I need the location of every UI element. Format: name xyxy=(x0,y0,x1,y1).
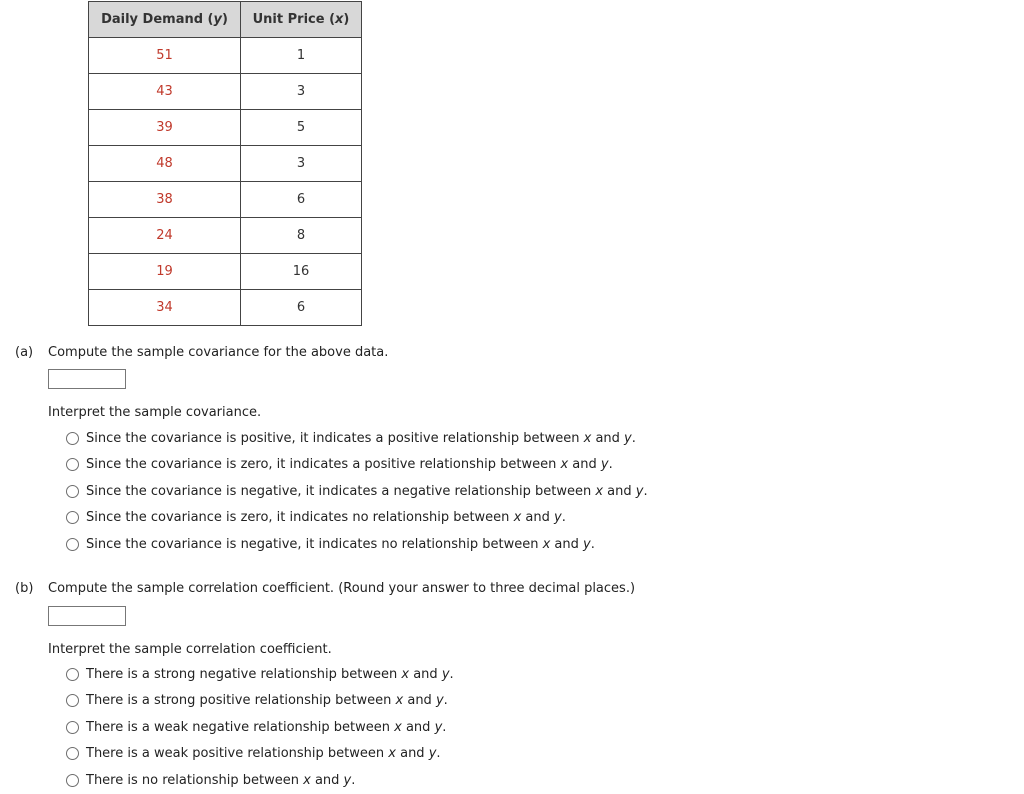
option-text-and: and xyxy=(401,719,435,735)
part-b-letter: (b) xyxy=(15,581,34,596)
header-y-var: y xyxy=(213,12,222,27)
part-a-letter: (a) xyxy=(15,345,34,360)
option-text xyxy=(86,772,355,790)
correlation-option[interactable] xyxy=(66,692,454,718)
option-text xyxy=(86,719,446,737)
header-y-label: Daily Demand ( xyxy=(101,12,214,27)
covariance-input[interactable] xyxy=(48,369,126,389)
option-text xyxy=(86,430,636,448)
option-var-x: x xyxy=(394,719,402,735)
header-daily-demand xyxy=(89,2,241,38)
option-text-and: and xyxy=(310,772,344,788)
radio-button[interactable] xyxy=(66,668,79,681)
option-text-and: and xyxy=(521,510,554,526)
option-text-main: There is a strong negative relationship between xyxy=(86,667,402,682)
option-text-main: There is a strong positive relationship between xyxy=(86,693,396,709)
table-row xyxy=(89,146,362,182)
option-text-and: and xyxy=(568,457,601,473)
covariance-option[interactable] xyxy=(66,430,648,456)
radio-button[interactable] xyxy=(66,485,79,498)
option-text-main: Since the covariance is zero, it indicates no relationship between xyxy=(86,510,514,526)
option-text-main: There is no relationship between xyxy=(86,772,304,788)
option-var-y: y xyxy=(435,693,444,709)
part-b-header xyxy=(15,580,1005,598)
demand-cell: 51 xyxy=(89,38,241,74)
option-var-x: x xyxy=(595,483,604,499)
option-text xyxy=(86,483,648,501)
option-var-x: x xyxy=(401,667,410,682)
price-cell: 5 xyxy=(241,110,362,146)
option-var-y: y xyxy=(600,457,609,473)
table-header-row xyxy=(89,2,362,38)
part-a-interpret-label: Interpret the sample covariance. xyxy=(48,405,262,420)
covariance-options xyxy=(66,430,648,562)
covariance-option[interactable] xyxy=(66,509,648,535)
price-cell: 6 xyxy=(241,290,362,326)
option-var-x: x xyxy=(388,746,396,762)
option-var-x: x xyxy=(542,536,551,552)
option-text-end: . xyxy=(631,431,636,446)
correlation-option[interactable] xyxy=(66,745,454,771)
option-text xyxy=(86,509,566,527)
option-text-main: Since the covariance is positive, it indicates a positive relationship between xyxy=(86,431,584,446)
table-row xyxy=(89,218,362,254)
radio-button[interactable] xyxy=(66,511,79,524)
header-y-close: ) xyxy=(221,12,228,27)
price-cell: 16 xyxy=(241,254,362,290)
option-text-and: and xyxy=(591,431,625,446)
part-b-interpret-label: Interpret the sample correlation coefficient. xyxy=(48,642,332,657)
option-text xyxy=(86,692,448,710)
option-text-end: . xyxy=(351,772,356,788)
option-text xyxy=(86,456,613,474)
demand-cell: 19 xyxy=(89,254,241,290)
option-var-x: x xyxy=(560,457,569,473)
correlation-input[interactable] xyxy=(48,606,126,626)
option-var-y: y xyxy=(635,483,644,499)
correlation-option[interactable] xyxy=(66,719,454,745)
option-text-and: and xyxy=(603,483,636,499)
part-a-prompt: Compute the sample covariance for the above data. xyxy=(48,345,389,360)
demand-cell: 38 xyxy=(89,182,241,218)
part-a xyxy=(15,344,1005,552)
option-text-end: . xyxy=(561,510,566,526)
radio-button[interactable] xyxy=(66,432,79,445)
option-text-and: and xyxy=(409,667,442,682)
covariance-option[interactable] xyxy=(66,483,648,509)
radio-button[interactable] xyxy=(66,458,79,471)
option-var-y: y xyxy=(583,536,591,552)
part-b xyxy=(15,580,1005,788)
correlation-option[interactable] xyxy=(66,666,454,692)
covariance-option[interactable] xyxy=(66,456,648,482)
radio-button[interactable] xyxy=(66,721,79,734)
radio-button[interactable] xyxy=(66,747,79,760)
option-var-x: x xyxy=(583,431,592,446)
demand-cell: 24 xyxy=(89,218,241,254)
option-var-y: y xyxy=(434,719,443,735)
part-a-header xyxy=(15,344,1005,362)
option-var-y: y xyxy=(428,746,437,762)
option-var-y: y xyxy=(554,510,562,526)
radio-button[interactable] xyxy=(66,538,79,551)
option-var-x: x xyxy=(513,510,522,526)
option-text-main: Since the covariance is zero, it indicates a positive relationship between xyxy=(86,457,561,473)
radio-button[interactable] xyxy=(66,694,79,707)
option-text-end: . xyxy=(436,746,441,762)
option-var-y: y xyxy=(343,772,352,788)
price-cell: 6 xyxy=(241,182,362,218)
demand-cell: 48 xyxy=(89,146,241,182)
option-text-main: There is a weak positive relationship between xyxy=(86,746,389,762)
covariance-option[interactable] xyxy=(66,536,648,562)
radio-button[interactable] xyxy=(66,774,79,787)
header-x-var: x xyxy=(335,12,344,27)
data-table xyxy=(88,1,362,326)
option-text-and: and xyxy=(395,746,429,762)
option-text xyxy=(86,745,441,763)
option-var-y: y xyxy=(624,431,632,446)
option-text-end: . xyxy=(449,667,454,682)
option-var-x: x xyxy=(395,693,404,709)
option-text-end: . xyxy=(442,719,447,735)
table-row xyxy=(89,74,362,110)
option-text-end: . xyxy=(443,693,448,709)
price-cell: 3 xyxy=(241,74,362,110)
option-text-main: Since the covariance is negative, it indicates a negative relationship between xyxy=(86,483,596,499)
price-cell: 8 xyxy=(241,218,362,254)
table-row xyxy=(89,290,362,326)
option-text xyxy=(86,666,454,684)
option-text-main: Since the covariance is negative, it indicates no relationship between xyxy=(86,536,543,552)
price-cell: 1 xyxy=(241,38,362,74)
option-text-end: . xyxy=(590,536,595,552)
demand-cell: 34 xyxy=(89,290,241,326)
table-row xyxy=(89,182,362,218)
header-x-close: ) xyxy=(343,12,350,27)
option-text-and: and xyxy=(550,536,584,552)
option-var-x: x xyxy=(303,772,311,788)
header-unit-price xyxy=(241,2,362,38)
table-row xyxy=(89,110,362,146)
correlation-options xyxy=(66,666,454,794)
option-text-end: . xyxy=(608,457,613,473)
option-var-y: y xyxy=(441,667,450,682)
correlation-option[interactable] xyxy=(66,772,454,794)
demand-cell: 39 xyxy=(89,110,241,146)
option-text-end: . xyxy=(643,483,648,499)
price-cell: 3 xyxy=(241,146,362,182)
option-text-and: and xyxy=(403,693,436,709)
option-text xyxy=(86,536,595,554)
table-row xyxy=(89,254,362,290)
header-x-label: Unit Price ( xyxy=(252,12,336,27)
part-b-prompt: Compute the sample correlation coefficient. (Round your answer to three decimal places.) xyxy=(48,581,636,596)
demand-cell: 43 xyxy=(89,74,241,110)
table-row xyxy=(89,38,362,74)
option-text-main: There is a weak negative relationship between xyxy=(86,719,395,735)
